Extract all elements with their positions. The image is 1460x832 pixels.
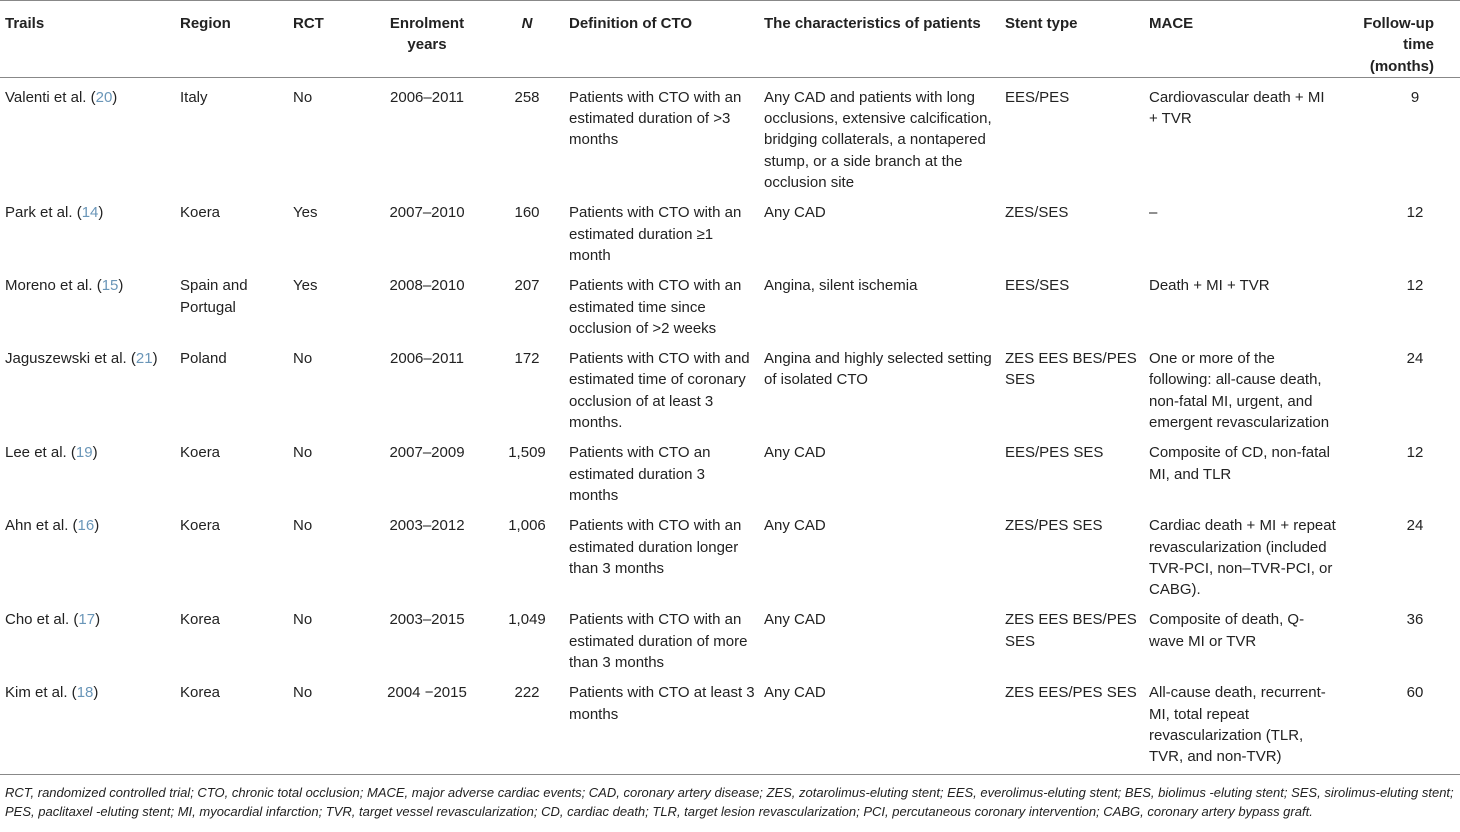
table-row <box>0 600 1460 673</box>
trail-author: Ahn et al. ( <box>5 517 78 535</box>
cell-stent-type: EES/PES <box>1005 88 1070 106</box>
header-enrolment-years: Enrolment years <box>389 15 465 54</box>
trail-author: Park et al. ( <box>5 204 82 222</box>
cell-rct: Yes <box>293 277 318 295</box>
header-trails: Trails <box>5 15 45 32</box>
cell-follow-up: 36 <box>1406 611 1424 629</box>
header-region: Region <box>180 15 231 32</box>
cell-follow-up: 12 <box>1406 277 1424 295</box>
trail-author-close: ) <box>112 88 118 106</box>
cell-stent-type: EES/PES SES <box>1005 444 1104 462</box>
table-body <box>0 77 1460 774</box>
trail-author-close: ) <box>92 444 98 462</box>
table-row <box>0 433 1460 506</box>
cell-trail <box>0 77 175 193</box>
cell-enrolment-years: 2004 −2015 <box>387 684 467 702</box>
cell-characteristics: Any CAD and patients with long occlusions, extensive calcification, bridging collaterals, a nontapered stump, or a side branch at the occlusion site <box>764 88 992 192</box>
trail-author: Jaguszewski et al. ( <box>5 350 136 368</box>
cell-rct: No <box>293 611 313 629</box>
cell-characteristics: Angina and highly selected setting of isolated CTO <box>764 350 992 389</box>
cell-region: Korea <box>180 684 221 702</box>
cell-region: Koera <box>180 444 221 462</box>
cell-mace: Death + MI + TVR <box>1149 277 1270 295</box>
cell-characteristics: Any CAD <box>764 444 826 462</box>
cell-definition: Patients with CTO with an estimated duration longer than 3 months <box>569 517 742 577</box>
cell-characteristics: Any CAD <box>764 684 826 702</box>
cell-definition: Patients with CTO an estimated duration 3 months <box>569 444 711 504</box>
cell-region: Korea <box>180 611 221 629</box>
cell-region: Poland <box>180 350 227 368</box>
cell-mace: Cardiovascular death + MI + TVR <box>1149 88 1325 128</box>
cell-definition: Patients with CTO with an estimated duration ≥1 month <box>569 204 742 264</box>
cell-region: Koera <box>180 204 221 222</box>
cell-follow-up: 24 <box>1406 350 1424 368</box>
cell-region: Spain and Portugal <box>180 277 248 316</box>
cell-n: 1,049 <box>508 611 546 629</box>
reference-link[interactable]: 17 <box>78 611 96 629</box>
cell-rct: Yes <box>293 204 318 222</box>
header-mace: MACE <box>1149 15 1194 32</box>
header-follow-up: Follow-up time (months) <box>1363 15 1434 75</box>
cell-characteristics: Any CAD <box>764 517 826 535</box>
table-row <box>0 266 1460 339</box>
reference-link[interactable]: 20 <box>95 88 113 106</box>
cell-enrolment-years: 2003–2015 <box>389 611 465 629</box>
cell-trail <box>0 673 175 774</box>
cell-mace: Composite of death, Q-wave MI or TVR <box>1149 611 1305 650</box>
table-row <box>0 673 1460 774</box>
cell-stent-type: EES/SES <box>1005 277 1070 295</box>
cell-region: Koera <box>180 517 221 535</box>
cell-trail <box>0 193 175 266</box>
trail-author: Kim et al. ( <box>5 684 77 702</box>
cell-rct: No <box>293 517 313 535</box>
cell-mace: Composite of CD, non-fatal MI, and TLR <box>1149 444 1330 483</box>
cell-mace: All-cause death, recurrent-MI, total repeat revascularization (TLR, TVR, and non-TVR) <box>1149 684 1326 766</box>
cell-trail <box>0 433 175 506</box>
reference-link[interactable]: 16 <box>77 517 95 535</box>
header-definition: Definition of CTO <box>569 15 693 32</box>
trail-author: Lee et al. ( <box>5 444 76 462</box>
table-header <box>0 1 1460 78</box>
table-row <box>0 77 1460 193</box>
cell-n: 258 <box>514 88 540 106</box>
cell-rct: No <box>293 350 313 368</box>
cell-n: 222 <box>514 684 540 702</box>
cell-characteristics: Angina, silent ischemia <box>764 277 918 295</box>
cell-characteristics: Any CAD <box>764 611 826 629</box>
cell-rct: No <box>293 684 313 702</box>
cell-stent-type: ZES/SES <box>1005 204 1069 222</box>
cell-mace: – <box>1149 204 1158 222</box>
cell-n: 160 <box>514 204 540 222</box>
cell-stent-type: ZES EES BES/PES SES <box>1005 611 1137 650</box>
cell-rct: No <box>293 444 313 462</box>
trail-author-close: ) <box>95 611 101 629</box>
header-row <box>0 1 1460 78</box>
cell-region: Italy <box>180 88 208 106</box>
table-footnote: RCT, randomized controlled trial; CTO, chronic total occlusion; MACE, major adverse cardiac events; CAD, coronary artery disease; ZES, zotarolimus-eluting stent; EES, everolimus-eluting stent; BES, biolimus -eluting stent; SES, sirolimus-eluting stent; PES, paclitaxel -eluting stent; MI, myocardial infarction; TVR, target vessel revascularization; CD, cardiac death; TLR, target lesion revascularization; PCI, percutaneous coronary intervention; CABG, coronary artery bypass graft. <box>5 784 1454 819</box>
reference-link[interactable]: 15 <box>101 277 119 295</box>
cell-follow-up: 12 <box>1406 204 1424 222</box>
cell-trail <box>0 339 175 433</box>
cell-mace: Cardiac death + MI + repeat revascularization (included TVR-PCI, non–TVR-PCI, or CABG). <box>1149 517 1336 599</box>
cell-enrolment-years: 2007–2009 <box>389 444 465 462</box>
trail-author-close: ) <box>94 517 100 535</box>
reference-link[interactable]: 19 <box>75 444 93 462</box>
trail-author: Valenti et al. ( <box>5 88 96 106</box>
header-stent-type: Stent type <box>1005 15 1078 32</box>
cell-trail <box>0 266 175 339</box>
reference-link[interactable]: 21 <box>135 350 153 368</box>
reference-link[interactable]: 14 <box>81 204 99 222</box>
cell-definition: Patients with CTO with an estimated duration of >3 months <box>569 88 742 149</box>
cell-definition: Patients with CTO with an estimated duration of more than 3 months <box>569 611 748 672</box>
cell-follow-up: 24 <box>1406 517 1424 535</box>
cell-follow-up: 9 <box>1410 88 1420 106</box>
cell-n: 172 <box>514 350 540 368</box>
trail-author: Moreno et al. ( <box>5 277 102 295</box>
cell-definition: Patients with CTO with and estimated time of coronary occlusion of at least 3 months. <box>569 350 750 432</box>
cell-follow-up: 60 <box>1406 684 1424 702</box>
trail-author-close: ) <box>152 350 158 368</box>
cell-follow-up: 12 <box>1406 444 1424 462</box>
cell-n: 1,509 <box>508 444 546 462</box>
cell-enrolment-years: 2006–2011 <box>390 350 464 368</box>
cell-characteristics: Any CAD <box>764 204 826 222</box>
cell-definition: Patients with CTO with an estimated time since occlusion of >2 weeks <box>569 277 742 337</box>
cell-enrolment-years: 2006–2011 <box>390 88 464 106</box>
header-n: N <box>521 15 533 32</box>
cell-stent-type: ZES/PES SES <box>1005 517 1103 535</box>
cell-trail <box>0 506 175 600</box>
cell-n: 207 <box>514 277 540 295</box>
cell-trail <box>0 600 175 673</box>
table-row <box>0 339 1460 433</box>
cell-enrolment-years: 2008–2010 <box>389 277 465 295</box>
trail-author-close: ) <box>118 277 124 295</box>
trail-author: Cho et al. ( <box>5 611 79 629</box>
trail-author-close: ) <box>98 204 104 222</box>
trail-author-close: ) <box>93 684 99 702</box>
header-characteristics: The characteristics of patients <box>764 15 981 32</box>
cell-rct: No <box>293 88 313 106</box>
reference-link[interactable]: 18 <box>76 684 94 702</box>
cell-stent-type: ZES EES BES/PES SES <box>1005 350 1137 389</box>
header-rct: RCT <box>293 15 324 32</box>
cell-enrolment-years: 2003–2012 <box>389 517 465 535</box>
cell-enrolment-years: 2007–2010 <box>389 204 465 222</box>
cell-definition: Patients with CTO at least 3 months <box>569 684 755 723</box>
table-row <box>0 193 1460 266</box>
cell-mace: One or more of the following: all-cause death, non-fatal MI, urgent, and emergent revascularization <box>1149 350 1330 432</box>
table-row <box>0 506 1460 600</box>
cell-stent-type: ZES EES/PES SES <box>1005 684 1137 702</box>
cell-n: 1,006 <box>508 517 546 535</box>
